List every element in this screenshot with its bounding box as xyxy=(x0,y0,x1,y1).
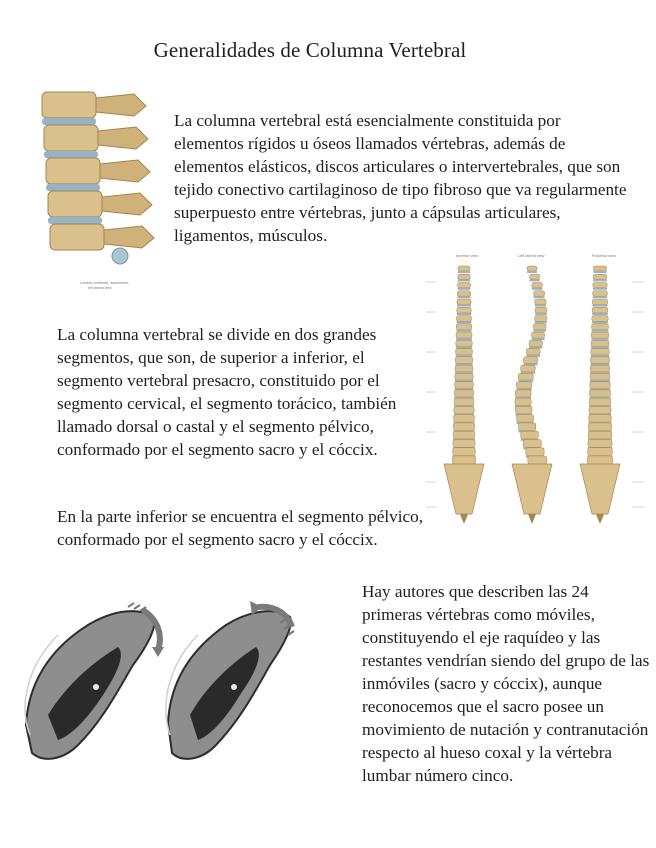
paragraph-composition: La columna vertebral está esencialmente constituida por elementos rígidos u óseos llamados vértebras, además de elementos elásticos, discos articulares o intervertebrales, que son tejido conectivo cartilaginoso de tipo fibroso que va regularmente superpuesto entre vértebras, junto a cápsulas articulares, ligamentos, músculos. xyxy=(174,111,627,245)
spine-posterior-view xyxy=(580,266,620,524)
vertebral-column-views-illustration xyxy=(422,252,650,532)
view-label-anterior: Anterior view xyxy=(456,254,478,258)
page-title: Generalidades de Columna Vertebral xyxy=(153,38,467,62)
spine-anterior-view xyxy=(444,266,484,524)
paragraph-mobile-vertebrae: Hay autores que describen las 24 primeras vértebras como móviles, constituyendo el eje raquídeo y las restantes vendrían siendo del grupo de las inmóviles (sacro y cóccix), aunque reconocemos que el sacro posee un movimiento de nutación y contranutación respecto al hueso coxal y la vértebra lumbar número cinco. xyxy=(362,582,650,785)
sacrum-nutation-left xyxy=(25,603,164,759)
lumbar-caption-line1: Lumbar vertebrae, assembled: xyxy=(80,281,129,285)
paragraph-segments: La columna vertebral se divide en dos grandes segmentos, que son, de superior a inferior, el segmento vertebral presacro, constituido por el segmento cervical, el segmento torácico, también llamado dorsal o castal y el segmento pélvico, conformado por el segmento sacro y el cóccix. xyxy=(57,325,397,459)
view-label-posterior: Posterior view xyxy=(592,254,616,258)
spine-lateral-view xyxy=(512,266,552,524)
sacrum-nutation-illustration xyxy=(18,595,308,770)
lumbar-caption-line2: left lateral view xyxy=(88,286,112,290)
paragraph-pelvic-segment: En la parte inferior se encuentra el segmento pélvico, conformado por el segmento sacro y el cóccix. xyxy=(57,507,424,549)
view-label-lateral: Left lateral view xyxy=(518,254,545,258)
lumbar-vertebrae-illustration xyxy=(28,84,158,294)
sacrum-counternutation-right xyxy=(166,601,294,759)
